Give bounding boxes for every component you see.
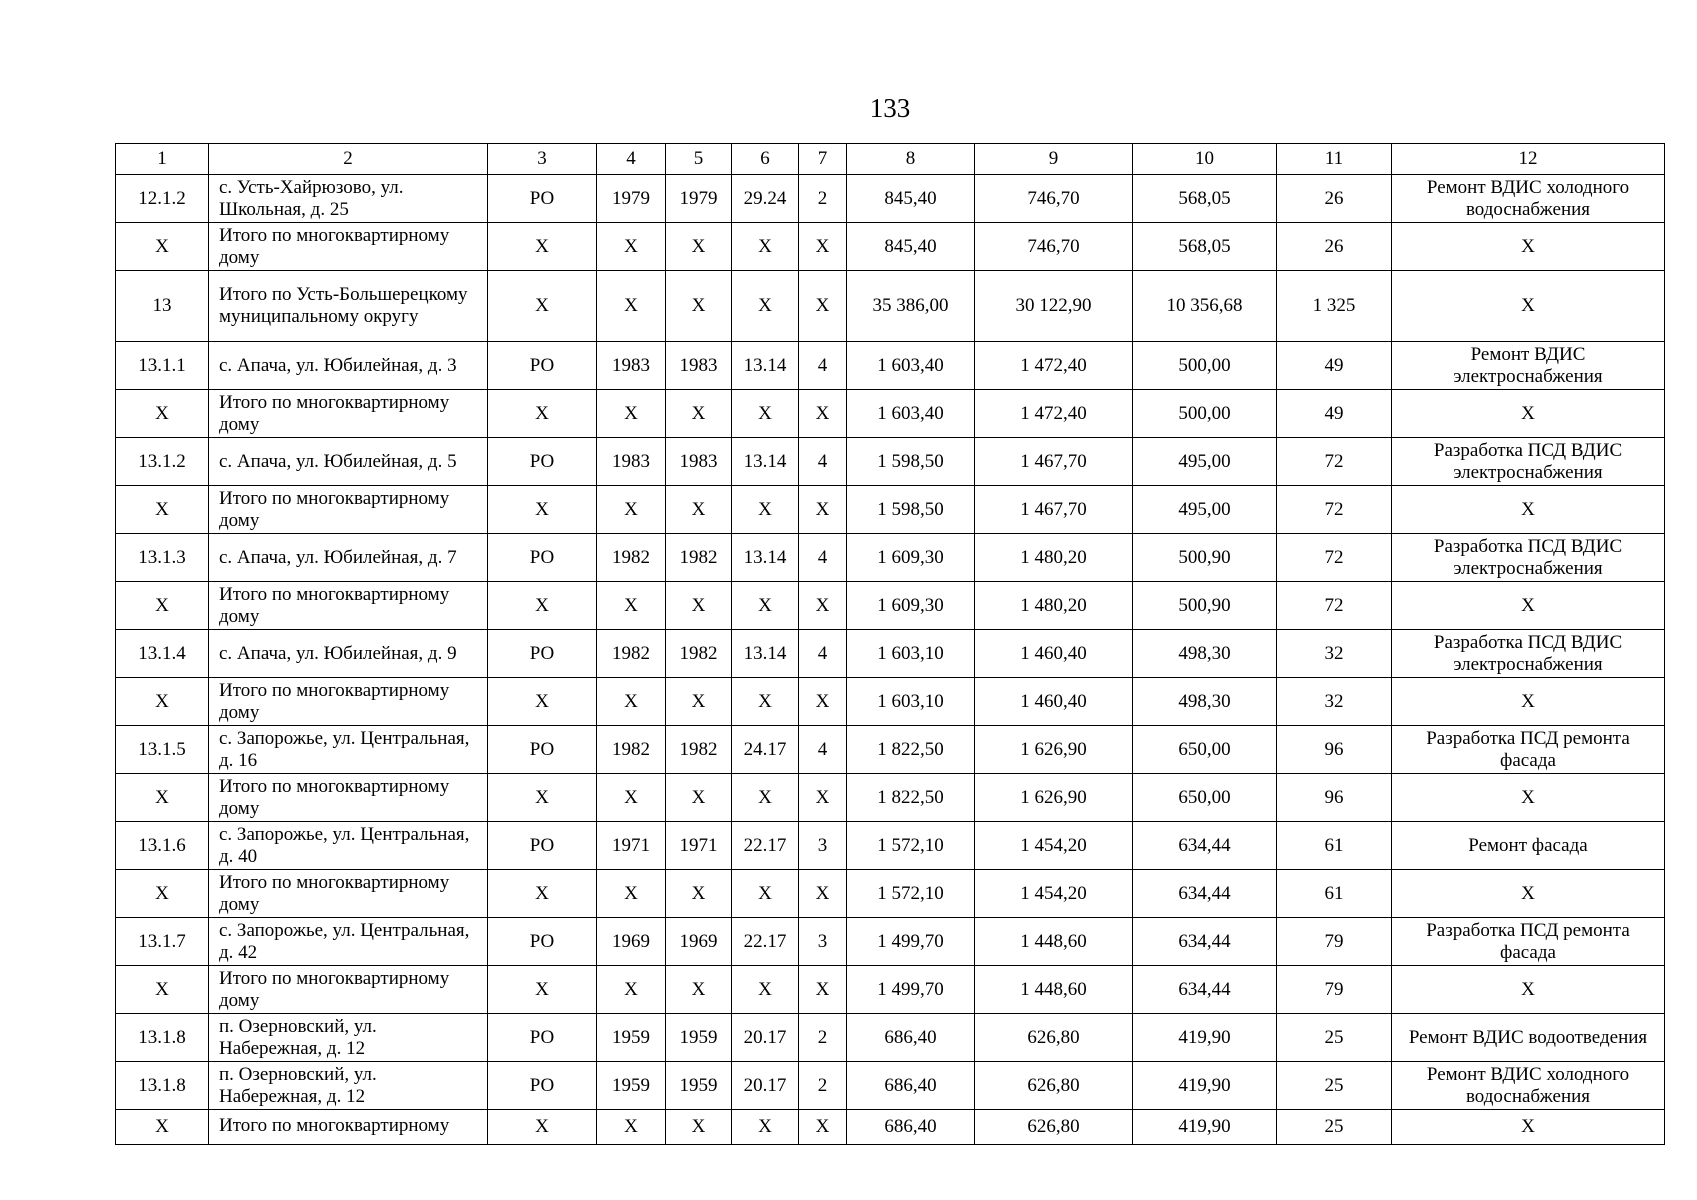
table-cell: 1979 bbox=[597, 175, 666, 223]
table-cell: 1 448,60 bbox=[975, 918, 1133, 966]
table-cell: 1 572,10 bbox=[847, 822, 975, 870]
column-header: 8 bbox=[847, 144, 975, 175]
table-cell: Х bbox=[488, 223, 597, 271]
table-cell: 1 472,40 bbox=[975, 342, 1133, 390]
table-row bbox=[116, 822, 1665, 870]
table-cell: Х bbox=[799, 1110, 847, 1145]
table-cell: 498,30 bbox=[1133, 678, 1277, 726]
table-cell: 61 bbox=[1277, 870, 1392, 918]
table-cell: Х bbox=[799, 390, 847, 438]
table-cell: Х bbox=[666, 271, 732, 342]
table-row bbox=[116, 966, 1665, 1014]
table-cell: 1 603,10 bbox=[847, 678, 975, 726]
table-cell: 79 bbox=[1277, 918, 1392, 966]
column-header: 9 bbox=[975, 144, 1133, 175]
table-cell: 1 460,40 bbox=[975, 630, 1133, 678]
table-cell: РО bbox=[488, 1062, 597, 1110]
table-row bbox=[116, 534, 1665, 582]
table-cell: 1 603,40 bbox=[847, 390, 975, 438]
table-cell: 500,00 bbox=[1133, 342, 1277, 390]
table-cell: 72 bbox=[1277, 438, 1392, 486]
table-cell: Х bbox=[799, 486, 847, 534]
table-cell: 30 122,90 bbox=[975, 271, 1133, 342]
table-cell: с. Апача, ул. Юбилейная, д. 3 bbox=[209, 342, 488, 390]
table-cell bbox=[209, 1110, 488, 1145]
table-cell: 1982 bbox=[666, 534, 732, 582]
table-cell: РО bbox=[488, 534, 597, 582]
table-cell: Х bbox=[1392, 390, 1665, 438]
table-cell: 500,90 bbox=[1133, 582, 1277, 630]
table-cell: 20.17 bbox=[732, 1062, 799, 1110]
table-cell: Итого по многоквартирному дому bbox=[209, 966, 488, 1014]
table-row bbox=[116, 342, 1665, 390]
table-cell: 25 bbox=[1277, 1062, 1392, 1110]
table-cell: Х bbox=[1392, 678, 1665, 726]
table-cell: 13 bbox=[116, 271, 209, 342]
table-cell: Х bbox=[799, 582, 847, 630]
table-cell: п. Озерновский, ул. Набережная, д. 12 bbox=[209, 1014, 488, 1062]
table-cell: Итого по Усть-Большерецкому муниципальному округу bbox=[209, 271, 488, 342]
table-cell: Х bbox=[597, 223, 666, 271]
column-header: 7 bbox=[799, 144, 847, 175]
table-cell: с. Усть-Хайрюзово, ул. Школьная, д. 25 bbox=[209, 175, 488, 223]
table-cell: 1 626,90 bbox=[975, 726, 1133, 774]
table-cell: с. Запорожье, ул. Центральная, д. 16 bbox=[209, 726, 488, 774]
table-cell: 1 609,30 bbox=[847, 534, 975, 582]
table-cell: 49 bbox=[1277, 342, 1392, 390]
table-cell: 1 499,70 bbox=[847, 918, 975, 966]
table-cell: 25 bbox=[1277, 1110, 1392, 1145]
table-cell: 1 499,70 bbox=[847, 966, 975, 1014]
table-cell: 22.17 bbox=[732, 918, 799, 966]
table-cell: 1983 bbox=[666, 438, 732, 486]
table-cell: Х bbox=[116, 486, 209, 534]
table-cell: Х bbox=[666, 582, 732, 630]
table-cell: 26 bbox=[1277, 223, 1392, 271]
table-cell: Х bbox=[799, 271, 847, 342]
table-cell: Х bbox=[732, 223, 799, 271]
column-header: 10 bbox=[1133, 144, 1277, 175]
table-row bbox=[116, 1014, 1665, 1062]
table-cell: Итого по многоквартирному дому bbox=[209, 678, 488, 726]
table-cell: 1959 bbox=[666, 1014, 732, 1062]
table-cell: 1982 bbox=[666, 630, 732, 678]
table-cell: Х bbox=[116, 223, 209, 271]
table-cell: РО bbox=[488, 630, 597, 678]
table-row bbox=[116, 1110, 1665, 1145]
table-cell: 4 bbox=[799, 726, 847, 774]
table-cell: 1959 bbox=[666, 1062, 732, 1110]
table-cell: Х bbox=[666, 486, 732, 534]
table-cell: Х bbox=[1392, 870, 1665, 918]
table-cell: 1 626,90 bbox=[975, 774, 1133, 822]
column-header: 11 bbox=[1277, 144, 1392, 175]
table-cell: 1982 bbox=[666, 726, 732, 774]
column-header: 3 bbox=[488, 144, 597, 175]
table-cell: РО bbox=[488, 918, 597, 966]
table-cell: Ремонт ВДИС водоотведения bbox=[1392, 1014, 1665, 1062]
table-cell: Х bbox=[732, 390, 799, 438]
table-cell: Итого по многоквартирному дому bbox=[209, 223, 488, 271]
column-header: 2 bbox=[209, 144, 488, 175]
table-cell: Х bbox=[732, 271, 799, 342]
table-cell: 1983 bbox=[666, 342, 732, 390]
table-cell: Х bbox=[597, 966, 666, 1014]
table-cell: 13.1.1 bbox=[116, 342, 209, 390]
table-cell: Х bbox=[597, 870, 666, 918]
table-cell: Разработка ПСД ВДИС электроснабжения bbox=[1392, 534, 1665, 582]
table-cell: Х bbox=[597, 390, 666, 438]
column-header-row bbox=[116, 144, 1665, 175]
table-cell: 96 bbox=[1277, 726, 1392, 774]
table-cell: 12.1.2 bbox=[116, 175, 209, 223]
table-cell: Х bbox=[732, 582, 799, 630]
table-cell: 72 bbox=[1277, 582, 1392, 630]
table-cell: п. Озерновский, ул. Набережная, д. 12 bbox=[209, 1062, 488, 1110]
table-cell: 419,90 bbox=[1133, 1110, 1277, 1145]
table-cell: 419,90 bbox=[1133, 1014, 1277, 1062]
table-cell-text: Итого по многоквартирному bbox=[219, 1115, 450, 1136]
table-cell: Х bbox=[1392, 966, 1665, 1014]
table-cell: Х bbox=[799, 774, 847, 822]
table-row bbox=[116, 630, 1665, 678]
table-cell: 500,00 bbox=[1133, 390, 1277, 438]
table-cell: с. Апача, ул. Юбилейная, д. 5 bbox=[209, 438, 488, 486]
table-cell: 500,90 bbox=[1133, 534, 1277, 582]
table-cell: 13.14 bbox=[732, 342, 799, 390]
column-header: 12 bbox=[1392, 144, 1665, 175]
table-cell: 686,40 bbox=[847, 1110, 975, 1145]
table-cell: 1 603,40 bbox=[847, 342, 975, 390]
table-cell: 626,80 bbox=[975, 1062, 1133, 1110]
table-cell: 2 bbox=[799, 175, 847, 223]
table-cell: 13.1.8 bbox=[116, 1014, 209, 1062]
table-cell: 72 bbox=[1277, 534, 1392, 582]
table-cell: 4 bbox=[799, 534, 847, 582]
table-cell: 1982 bbox=[597, 726, 666, 774]
table-cell: 634,44 bbox=[1133, 918, 1277, 966]
table-cell: Ремонт ВДИС холодного водоснабжения bbox=[1392, 175, 1665, 223]
table-cell: Х bbox=[597, 486, 666, 534]
table-cell: 13.14 bbox=[732, 438, 799, 486]
table-cell: Х bbox=[488, 1110, 597, 1145]
table-cell: 1 460,40 bbox=[975, 678, 1133, 726]
table-cell: 1969 bbox=[666, 918, 732, 966]
table-cell: 10 356,68 bbox=[1133, 271, 1277, 342]
table-cell: Х bbox=[488, 271, 597, 342]
table-cell: Х bbox=[488, 678, 597, 726]
table-cell: 32 bbox=[1277, 630, 1392, 678]
table-cell: 1 603,10 bbox=[847, 630, 975, 678]
table-cell: 1959 bbox=[597, 1062, 666, 1110]
table-cell: Итого по многоквартирному дому bbox=[209, 582, 488, 630]
table-cell: 29.24 bbox=[732, 175, 799, 223]
table-cell: Х bbox=[488, 870, 597, 918]
table-cell: РО bbox=[488, 175, 597, 223]
table-cell: 845,40 bbox=[847, 223, 975, 271]
table-cell: 24.17 bbox=[732, 726, 799, 774]
table-cell: РО bbox=[488, 438, 597, 486]
table-cell: 13.1.4 bbox=[116, 630, 209, 678]
page-number: 133 bbox=[869, 93, 911, 123]
table-cell: Ремонт ВДИС электроснабжения bbox=[1392, 342, 1665, 390]
table-cell: Разработка ПСД ВДИС электроснабжения bbox=[1392, 438, 1665, 486]
table-cell: 1 467,70 bbox=[975, 438, 1133, 486]
table-cell: 2 bbox=[799, 1014, 847, 1062]
table-cell: 746,70 bbox=[975, 223, 1133, 271]
table-cell: 2 bbox=[799, 1062, 847, 1110]
table-cell: Х bbox=[732, 1110, 799, 1145]
table-row bbox=[116, 726, 1665, 774]
table-cell: 22.17 bbox=[732, 822, 799, 870]
table-cell: 26 bbox=[1277, 175, 1392, 223]
table-cell: 13.14 bbox=[732, 534, 799, 582]
table-cell: Х bbox=[488, 582, 597, 630]
table-cell: Х bbox=[116, 774, 209, 822]
table-row bbox=[116, 1062, 1665, 1110]
table-cell: 13.1.8 bbox=[116, 1062, 209, 1110]
table-cell: Х bbox=[116, 390, 209, 438]
table-row bbox=[116, 582, 1665, 630]
table-row bbox=[116, 271, 1665, 342]
table-cell: Х bbox=[597, 774, 666, 822]
table-cell: 1 454,20 bbox=[975, 822, 1133, 870]
table-cell: Х bbox=[732, 966, 799, 1014]
table-cell: РО bbox=[488, 1014, 597, 1062]
table-row bbox=[116, 438, 1665, 486]
table-cell: 1 472,40 bbox=[975, 390, 1133, 438]
table-cell: Х bbox=[1392, 271, 1665, 342]
table-cell: 1 822,50 bbox=[847, 726, 975, 774]
table-cell: 634,44 bbox=[1133, 822, 1277, 870]
table-row bbox=[116, 390, 1665, 438]
column-header: 4 bbox=[597, 144, 666, 175]
table-cell: Х bbox=[597, 1110, 666, 1145]
table-cell: 1982 bbox=[597, 630, 666, 678]
table-cell: 3 bbox=[799, 918, 847, 966]
table-cell: Х bbox=[488, 966, 597, 1014]
table-cell: Итого по многоквартирному дому bbox=[209, 486, 488, 534]
table-cell: 498,30 bbox=[1133, 630, 1277, 678]
table-cell: 1959 bbox=[597, 1014, 666, 1062]
table-cell: Х bbox=[597, 271, 666, 342]
table-cell: Итого по многоквартирному дому bbox=[209, 774, 488, 822]
table-cell: Х bbox=[799, 223, 847, 271]
table-cell: 568,05 bbox=[1133, 175, 1277, 223]
table-cell: Х bbox=[732, 774, 799, 822]
table-cell: 25 bbox=[1277, 1014, 1392, 1062]
table-cell: Ремонт ВДИС холодного водоснабжения bbox=[1392, 1062, 1665, 1110]
table-cell: 13.1.3 bbox=[116, 534, 209, 582]
column-header: 5 bbox=[666, 144, 732, 175]
table-cell: Х bbox=[1392, 582, 1665, 630]
table-cell: 1982 bbox=[597, 534, 666, 582]
table-cell: Х bbox=[116, 1110, 209, 1145]
table-cell: с. Запорожье, ул. Центральная, д. 42 bbox=[209, 918, 488, 966]
table-cell: 1983 bbox=[597, 342, 666, 390]
table-cell: 4 bbox=[799, 342, 847, 390]
table-cell: Х bbox=[666, 390, 732, 438]
table-cell: 634,44 bbox=[1133, 966, 1277, 1014]
table-cell: 495,00 bbox=[1133, 486, 1277, 534]
table-cell: 4 bbox=[799, 438, 847, 486]
table-cell: Х bbox=[1392, 1110, 1665, 1145]
table-cell: Разработка ПСД ремонта фасада bbox=[1392, 918, 1665, 966]
table-cell: 650,00 bbox=[1133, 726, 1277, 774]
table-cell: РО bbox=[488, 822, 597, 870]
table-cell: 1 572,10 bbox=[847, 870, 975, 918]
table-cell: 1971 bbox=[666, 822, 732, 870]
table-row bbox=[116, 870, 1665, 918]
table-cell: 1 822,50 bbox=[847, 774, 975, 822]
table-cell: 1 598,50 bbox=[847, 486, 975, 534]
table-cell: Х bbox=[116, 966, 209, 1014]
table-row bbox=[116, 223, 1665, 271]
column-header: 6 bbox=[732, 144, 799, 175]
table-cell: 1983 bbox=[597, 438, 666, 486]
table-cell: 1 325 bbox=[1277, 271, 1392, 342]
table-cell: Х bbox=[799, 870, 847, 918]
table-cell: 1 454,20 bbox=[975, 870, 1133, 918]
table-cell: 4 bbox=[799, 630, 847, 678]
table-row bbox=[116, 175, 1665, 223]
table-cell: Х bbox=[488, 774, 597, 822]
table-cell: 626,80 bbox=[975, 1110, 1133, 1145]
table-cell: Итого по многоквартирному дому bbox=[209, 390, 488, 438]
table-cell: 61 bbox=[1277, 822, 1392, 870]
table-cell: с. Запорожье, ул. Центральная, д. 40 bbox=[209, 822, 488, 870]
table-row bbox=[116, 486, 1665, 534]
table-cell: с. Апача, ул. Юбилейная, д. 7 bbox=[209, 534, 488, 582]
table-cell: 20.17 bbox=[732, 1014, 799, 1062]
data-table bbox=[115, 143, 1665, 1145]
table-cell: Х bbox=[1392, 774, 1665, 822]
table-cell: 1 598,50 bbox=[847, 438, 975, 486]
table-cell: 1 480,20 bbox=[975, 534, 1133, 582]
table-cell: 845,40 bbox=[847, 175, 975, 223]
table-cell: Х bbox=[732, 486, 799, 534]
table-row bbox=[116, 678, 1665, 726]
table-cell: 419,90 bbox=[1133, 1062, 1277, 1110]
table-cell: Х bbox=[116, 678, 209, 726]
table-cell: 13.1.2 bbox=[116, 438, 209, 486]
table-cell: 1969 bbox=[597, 918, 666, 966]
table-cell: 13.1.5 bbox=[116, 726, 209, 774]
table-cell: РО bbox=[488, 342, 597, 390]
table-cell: Разработка ПСД ремонта фасада bbox=[1392, 726, 1665, 774]
table-cell: Х bbox=[666, 678, 732, 726]
table-cell: Х bbox=[488, 390, 597, 438]
table-cell: Х bbox=[799, 678, 847, 726]
table-body bbox=[116, 144, 1665, 1145]
table-cell: 1 609,30 bbox=[847, 582, 975, 630]
table-cell: 1971 bbox=[597, 822, 666, 870]
table-cell: 13.14 bbox=[732, 630, 799, 678]
table-cell: Х bbox=[666, 870, 732, 918]
table-cell: 49 bbox=[1277, 390, 1392, 438]
table-cell: 568,05 bbox=[1133, 223, 1277, 271]
table-cell: 13.1.7 bbox=[116, 918, 209, 966]
table-cell: Х bbox=[597, 678, 666, 726]
table-cell: Х bbox=[666, 223, 732, 271]
table-cell: 650,00 bbox=[1133, 774, 1277, 822]
table-cell: Разработка ПСД ВДИС электроснабжения bbox=[1392, 630, 1665, 678]
table-cell: 3 bbox=[799, 822, 847, 870]
table-cell: Х bbox=[1392, 223, 1665, 271]
table-cell: 626,80 bbox=[975, 1014, 1133, 1062]
table-cell: Х bbox=[488, 486, 597, 534]
table-row bbox=[116, 918, 1665, 966]
table-cell: 32 bbox=[1277, 678, 1392, 726]
table-cell: 96 bbox=[1277, 774, 1392, 822]
table-cell: 13.1.6 bbox=[116, 822, 209, 870]
table-row bbox=[116, 774, 1665, 822]
table-cell: РО bbox=[488, 726, 597, 774]
table-cell: Х bbox=[1392, 486, 1665, 534]
table-cell: 1 467,70 bbox=[975, 486, 1133, 534]
table-cell: 746,70 bbox=[975, 175, 1133, 223]
table-cell: с. Апача, ул. Юбилейная, д. 9 bbox=[209, 630, 488, 678]
table-cell: 634,44 bbox=[1133, 870, 1277, 918]
table-cell: Х bbox=[597, 582, 666, 630]
table-cell: 686,40 bbox=[847, 1062, 975, 1110]
table-cell: Х bbox=[799, 966, 847, 1014]
table-cell: Х bbox=[116, 870, 209, 918]
table-cell: Х bbox=[116, 582, 209, 630]
table-cell: Итого по многоквартирному дому bbox=[209, 870, 488, 918]
table-cell: Х bbox=[732, 678, 799, 726]
table-cell: 1979 bbox=[666, 175, 732, 223]
table-cell: Ремонт фасада bbox=[1392, 822, 1665, 870]
table-cell: 72 bbox=[1277, 486, 1392, 534]
table-cell: 1 448,60 bbox=[975, 966, 1133, 1014]
table-cell: 686,40 bbox=[847, 1014, 975, 1062]
table-cell: 495,00 bbox=[1133, 438, 1277, 486]
column-header: 1 bbox=[116, 144, 209, 175]
table-cell: Х bbox=[666, 774, 732, 822]
table-cell: 79 bbox=[1277, 966, 1392, 1014]
table-cell: Х bbox=[666, 966, 732, 1014]
table-cell: Х bbox=[666, 1110, 732, 1145]
table-cell: Х bbox=[732, 870, 799, 918]
table-cell: 35 386,00 bbox=[847, 271, 975, 342]
table-cell: 1 480,20 bbox=[975, 582, 1133, 630]
